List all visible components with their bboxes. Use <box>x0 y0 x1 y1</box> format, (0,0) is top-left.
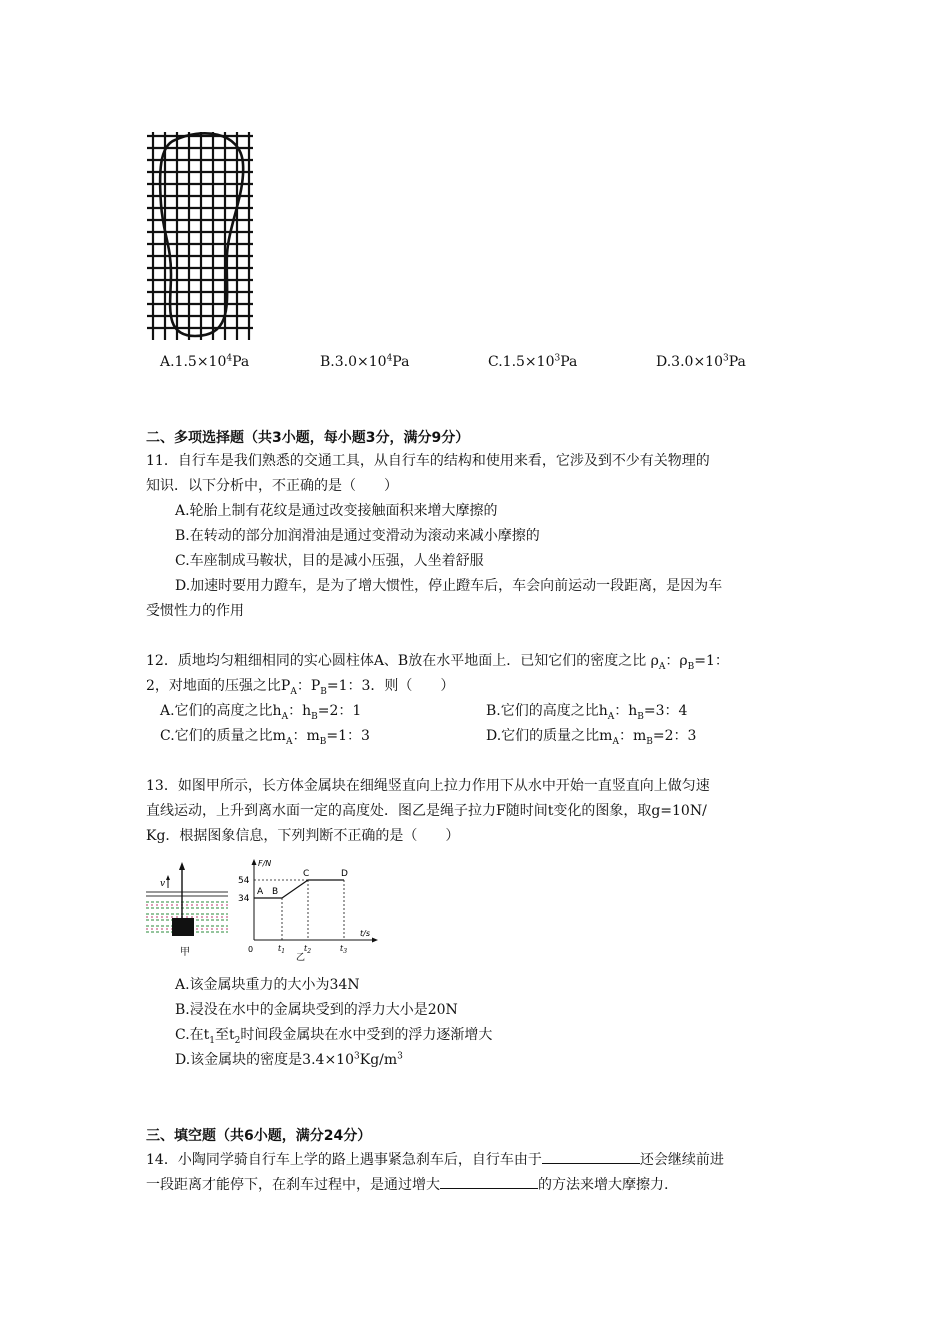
x-tick-t3: $t_3$ <box>340 944 348 955</box>
section3-heading: 三、填空题（共6小题，满分24分） <box>146 1128 372 1144</box>
q13-stem-line2: 直线运动，上升到离水面一定的高度处．图乙是绳子拉力F随时间t变化的图象，取g=10N/ <box>146 803 707 819</box>
q13-stem-line1: 13．如图甲所示，长方体金属块在细绳竖直向上拉力作用下从水中开始一直竖直向上做匀速 <box>146 778 710 794</box>
velocity-label: v <box>160 879 166 889</box>
q13-option-a: A.该金属块重力的大小为34N <box>175 977 360 993</box>
q12-option-c: C.它们的质量之比$m_A$：$m_B=1$：3 <box>160 728 370 747</box>
q11-option-b: B.在转动的部分加润滑油是通过变滑动为滚动来减小摩擦的 <box>175 528 540 544</box>
q14-blank-1[interactable] <box>542 1149 640 1164</box>
q10-option-c: $C.1.5\times 10^3Pa$ <box>488 353 578 370</box>
q14-line2: 一段距离才能停下，在刹车过程中，是通过增大 的方法来增大摩擦力. <box>146 1174 668 1195</box>
q12-option-b: B.它们的高度之比$h_A$：$h_B=3$：4 <box>486 703 688 722</box>
q13-option-c: C.在$t_1$至$t_2$时间段金属块在水中受到的浮力逐渐增大 <box>175 1027 493 1046</box>
section2-heading: 二、多项选择题（共3小题，每小题3分，满分9分） <box>146 430 470 446</box>
q11-option-d-line2: 受惯性力的作用 <box>146 603 244 619</box>
q11-option-d-line1: D.加速时要用力蹬车，是为了增大惯性，停止蹬车后，车会向前运动一段距离，是因为车 <box>175 578 723 594</box>
figure-jia-caption: 甲 <box>180 947 190 958</box>
q10-option-b: $B.3.0\times 10^4Pa$ <box>320 353 410 370</box>
y-tick-54: 54 <box>238 876 250 886</box>
q12-stem-line1: 12．质地均匀粗细相同的实心圆柱体A、B放在水平地面上．已知它们的密度之比 $\rho_A$：$\rho_B=1$： <box>146 653 729 672</box>
point-d-label: D <box>341 869 348 879</box>
q11-stem-line2: 知识．以下分析中，不正确的是（ ） <box>146 478 398 494</box>
x-axis-label: t/s <box>360 929 370 938</box>
point-a-label: A <box>257 887 264 897</box>
q13-stem-line3: Kg．根据图象信息，下列判断不正确的是（ ） <box>146 828 460 844</box>
q11-stem-line1: 11．自行车是我们熟悉的交通工具，从自行车的结构和使用来看，它涉及到不少有关物理的 <box>146 453 710 469</box>
q12-option-a: A.它们的高度之比$h_A$：$h_B=2$：1 <box>160 703 362 722</box>
point-b-label: B <box>272 887 279 897</box>
q13-option-d: D.该金属块的密度是$3.4\times 10^3Kg/m^3$ <box>175 1051 403 1068</box>
y-tick-34: 34 <box>238 894 250 904</box>
x-tick-t2: $t_2$ <box>304 944 312 955</box>
figure-yi-caption: 乙 <box>296 953 306 962</box>
q11-option-c: C.车座制成马鞍状，目的是减小压强，人坐着舒服 <box>175 553 484 569</box>
origin-label: 0 <box>248 945 254 954</box>
q12-option-d: D.它们的质量之比$m_A$：$m_B=2$：3 <box>486 728 697 747</box>
force-curve <box>254 880 344 898</box>
q14-blank-2[interactable] <box>440 1174 538 1189</box>
footprint-grid-figure <box>145 124 257 348</box>
y-axis-label: F/N <box>258 859 272 868</box>
figure-yi-force-time-graph <box>232 856 380 962</box>
q11-option-a: A.轮胎上制有花纹是通过改变接触面积来增大摩擦的 <box>175 503 498 519</box>
x-tick-t1: $t_1$ <box>278 944 286 955</box>
q12-stem-line2: 2，对地面的压强之比$P_A$：$P_B=1$：3．则（ ） <box>146 678 455 697</box>
point-c-label: C <box>303 869 310 879</box>
q13-option-b: B.浸没在水中的金属块受到的浮力大小是20N <box>175 1002 458 1018</box>
figure-jia-water-tank <box>146 858 228 958</box>
q10-option-a: $A.1.5\times 10^4Pa$ <box>160 353 250 370</box>
q14-line1: 14．小陶同学骑自行车上学的路上遇事紧急刹车后，自行车由于 还会继续前进 <box>146 1149 724 1170</box>
q10-option-d: $D.3.0\times 10^3Pa$ <box>656 353 746 370</box>
